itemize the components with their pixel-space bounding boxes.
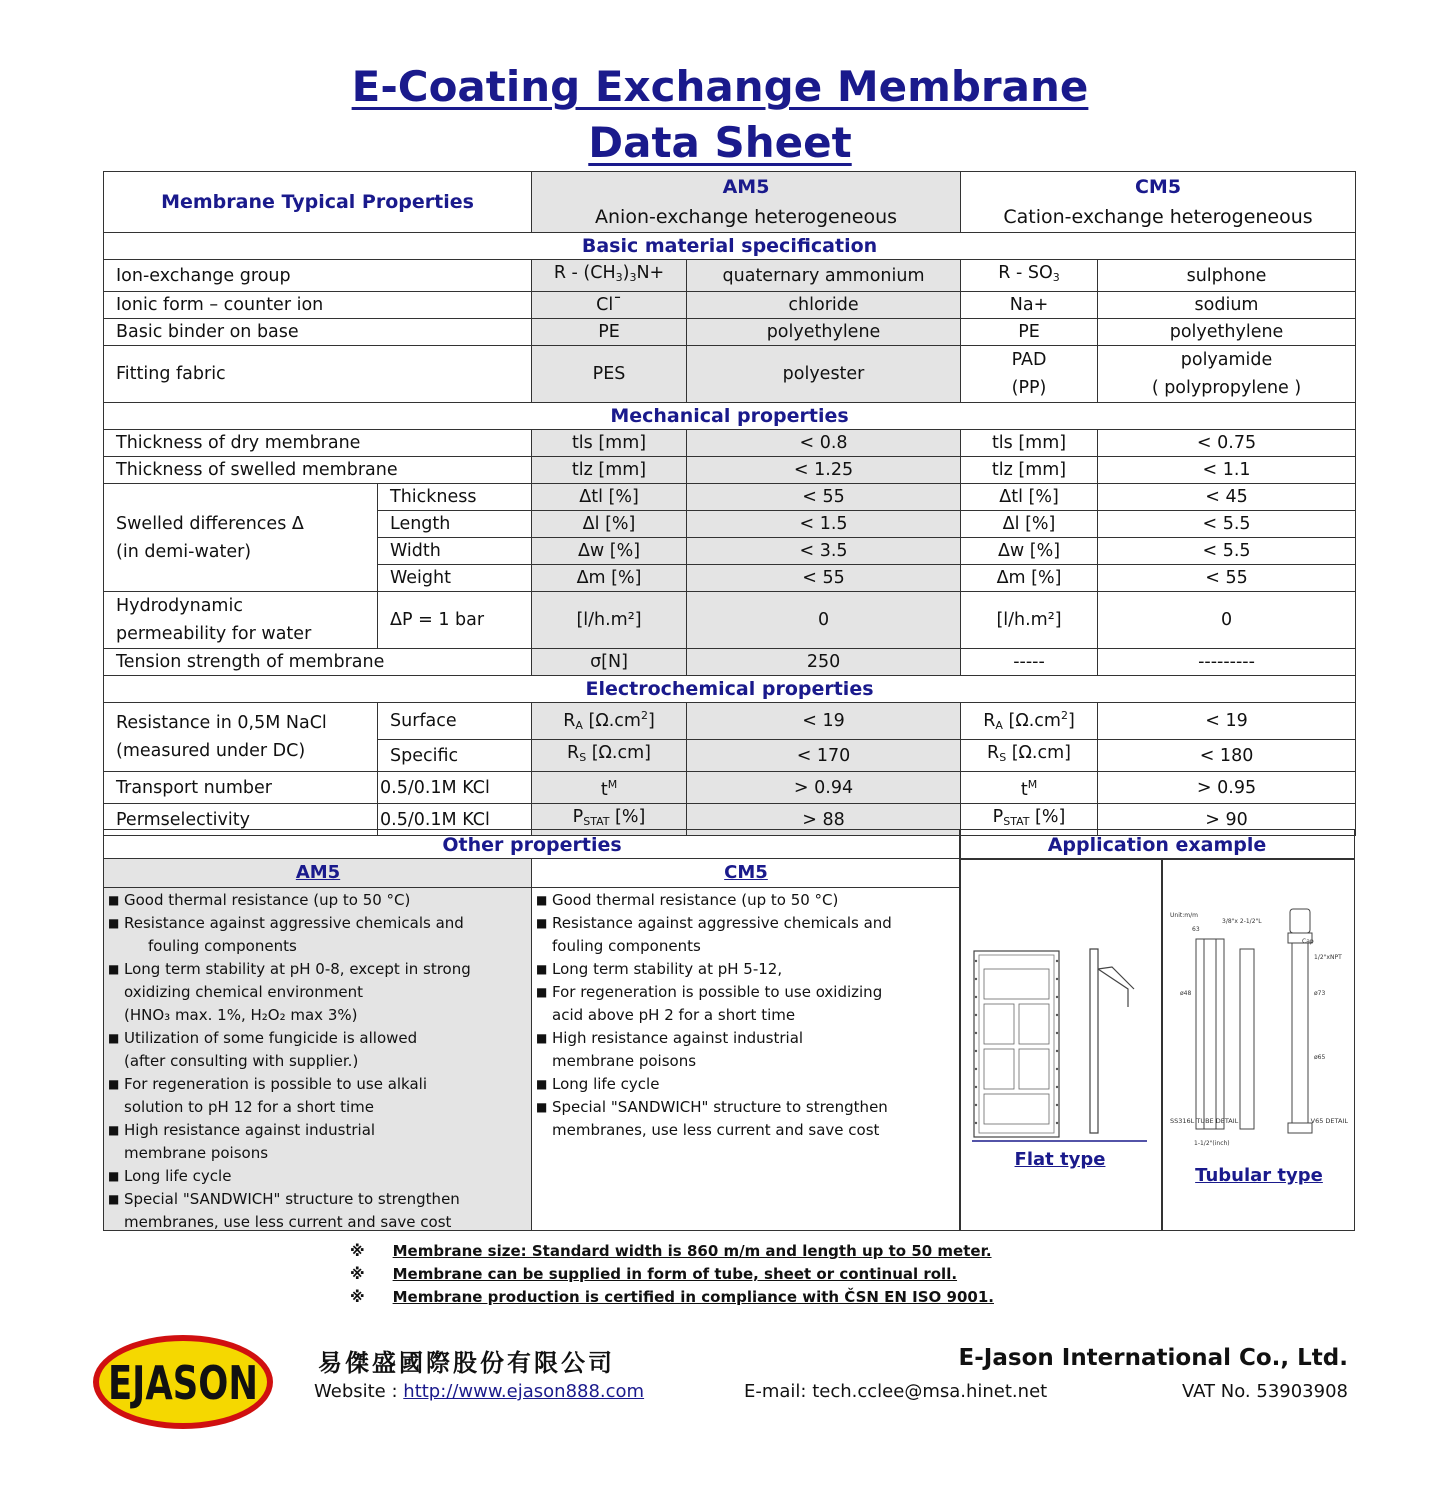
cm-ionic-form-value: sodium [1098, 292, 1356, 319]
title-line1: E-Coating Exchange Membrane [351, 62, 1089, 111]
drawing-npt: 1/2"xNPT [1314, 954, 1342, 961]
application-heading: Application example [959, 829, 1355, 860]
property-item [104, 1073, 532, 1119]
cm-diff-weight-symbol: Δm [%] [961, 565, 1098, 592]
transport-sub: 0.5/0.1M KCl [378, 772, 532, 804]
label-dry-thickness: Thickness of dry membrane [104, 430, 532, 457]
am-fabric-value: polyester [687, 346, 961, 403]
am-ion-group-symbol: $R - (CH_3)_3N+$ [532, 260, 687, 292]
diff-sub-thickness: Thickness [378, 484, 532, 511]
label-ion-group: Ion-exchange group [104, 260, 532, 292]
header-cm-name: CM5 [961, 172, 1356, 203]
am-swelled-symbol: tlz [mm] [532, 457, 687, 484]
other-properties-heading: Other properties [103, 829, 961, 860]
label-ionic-form: Ionic form – counter ion [104, 292, 532, 319]
drawing-units: Unit:m/m [1170, 912, 1198, 919]
am-tension-value: 250 [687, 649, 961, 676]
property-item [104, 1165, 532, 1188]
property-line: ■ Long term stability at pH 5-12, [552, 960, 783, 978]
swelled-diff-label-2: (in demi-water) [116, 541, 252, 562]
cm-tension-value: --------- [1098, 649, 1356, 676]
header-am-name: AM5 [532, 172, 961, 203]
note-text: Membrane size: Standard width is 860 m/m and length up to 50 meter. [392, 1242, 992, 1260]
property-line: ■ Special "SANDWICH" structure to strengthen [124, 1190, 460, 1208]
notes-block [350, 1240, 994, 1309]
am-dry-value: < 0.8 [687, 430, 961, 457]
property-item [104, 889, 532, 912]
property-item [532, 958, 960, 981]
cm-swelled-value: < 1.1 [1098, 457, 1356, 484]
drawing-v65: V65 DETAIL [1310, 1117, 1348, 1125]
cm-ionic-form-symbol: Na+ [961, 292, 1098, 319]
cm-fabric-value-1: polyamide [1180, 350, 1273, 370]
am5-column [103, 858, 533, 1231]
website [314, 1381, 644, 1402]
cm-diff-length-symbol: Δl [%] [961, 511, 1098, 538]
note-text: Membrane production is certified in compliance with ČSN EN ISO 9001. [392, 1288, 994, 1306]
cm-specific-symbol: $R_S$ [Ω.cm] [961, 740, 1098, 772]
note-mark: ※ [350, 1265, 365, 1283]
cm-swelled-symbol: tlz [mm] [961, 457, 1098, 484]
drawing-d65: ø65 [1314, 1054, 1326, 1061]
vat-number: VAT No. 53903908 [1181, 1381, 1348, 1402]
am-binder-value: polyethylene [687, 319, 961, 346]
property-line: fouling components [552, 937, 701, 955]
property-line: (HNO₃ max. 1%, H₂O₂ max 3%) [124, 1006, 358, 1024]
am-diff-weight-value: < 55 [687, 565, 961, 592]
section-mechanical: Mechanical properties [104, 403, 1356, 430]
cm-fabric-symbol-1: PAD [1011, 350, 1047, 370]
cm-hydro-symbol: [l/h.m²] [961, 592, 1098, 649]
am-transport-value: > 0.94 [687, 772, 961, 804]
note-item [350, 1240, 994, 1263]
cm-perm-value: > 90 [1098, 804, 1356, 836]
header-properties: Membrane Typical Properties [104, 172, 532, 233]
note-text: Membrane can be supplied in form of tube, sheet or continual roll. [392, 1265, 958, 1283]
am-hydro-value: 0 [687, 592, 961, 649]
property-line: ■ Good thermal resistance (up to 50 °C) [552, 891, 839, 909]
am-specific-value: < 170 [687, 740, 961, 772]
property-line: oxidizing chemical environment [124, 983, 363, 1001]
am-specific-symbol: $R_S$ [Ω.cm] [532, 740, 687, 772]
cm-binder-symbol: PE [961, 319, 1098, 346]
am-diff-length-symbol: Δl [%] [532, 511, 687, 538]
cm-tension-symbol: ----- [961, 649, 1098, 676]
label-hydrodynamic [104, 592, 378, 649]
cm-surface-symbol: $R_A$ $[\Omega.cm^2]$ [961, 703, 1098, 740]
cm-dry-value: < 0.75 [1098, 430, 1356, 457]
property-line: ■ Special "SANDWICH" structure to strengthen [552, 1098, 888, 1116]
property-item [104, 1027, 532, 1073]
flat-type-panel [959, 858, 1163, 1231]
label-swelled-thickness: Thickness of swelled membrane [104, 457, 532, 484]
am-swelled-value: < 1.25 [687, 457, 961, 484]
am-perm-value: > 88 [687, 804, 961, 836]
label-resistance [104, 703, 378, 772]
property-line: ■ High resistance against industrial [124, 1121, 376, 1139]
property-item [532, 1027, 960, 1073]
cm5-column-head: CM5 [532, 859, 960, 888]
hydro-sub: ΔP = 1 bar [378, 592, 532, 649]
am-diff-width-value: < 3.5 [687, 538, 961, 565]
email: E-mail: tech.cclee@msa.hinet.net [744, 1381, 1048, 1402]
drawing-screw: 3/8"x 2-1/2"L [1222, 918, 1262, 925]
label-transport: Transport number [104, 772, 378, 804]
hydro-label-1: Hydrodynamic [116, 596, 243, 616]
am-ion-group-value: quaternary ammonium [687, 260, 961, 292]
website-label: Website : [314, 1381, 398, 1402]
perm-sub: 0.5/0.1M KCl [378, 804, 532, 836]
cm-diff-thickness-symbol: Δtl [%] [961, 484, 1098, 511]
property-line: fouling components [148, 937, 297, 955]
diff-sub-length: Length [378, 511, 532, 538]
cm5-column [531, 858, 961, 1231]
cm-fabric-symbol-2: (PP) [1011, 378, 1047, 398]
property-line: ■ Good thermal resistance (up to 50 °C) [124, 891, 411, 909]
logo-text: EJASON [108, 1356, 258, 1410]
cm-perm-symbol: $P_{STAT}$ [%] [961, 804, 1098, 836]
drawing-cap: Cap [1302, 938, 1314, 945]
am-ionic-form-symbol: Cl¯ [532, 292, 687, 319]
tubular-type-panel [1161, 858, 1355, 1231]
company-name-en: E-Jason International Co., Ltd. [958, 1345, 1348, 1371]
cm-diff-thickness-value: < 45 [1098, 484, 1356, 511]
property-line: (after consulting with supplier.) [124, 1052, 359, 1070]
drawing-pipe: 1-1/2"(inch) [1194, 1140, 1230, 1147]
resistance-label-1: Resistance in 0,5M NaCl [116, 713, 327, 733]
property-line: ■ Resistance against aggressive chemicals and [124, 914, 464, 932]
cm-binder-value: polyethylene [1098, 319, 1356, 346]
cm-diff-length-value: < 5.5 [1098, 511, 1356, 538]
property-line: ■ For regeneration is possible to use alkali [124, 1075, 428, 1093]
property-line: membrane poisons [124, 1144, 269, 1162]
diff-sub-width: Width [378, 538, 532, 565]
header-cm-type: Cation-exchange heterogeneous [961, 202, 1356, 233]
cm-fabric-value-2: ( polypropylene ) [1151, 378, 1302, 398]
cm-diff-width-symbol: Δw [%] [961, 538, 1098, 565]
other-properties-block [103, 829, 1355, 1231]
website-link[interactable]: http://www.ejason888.com [403, 1381, 645, 1402]
cm-surface-value: < 19 [1098, 703, 1356, 740]
cm-diff-weight-value: < 55 [1098, 565, 1356, 592]
resistance-sub-surface: Surface [378, 703, 532, 740]
label-binder: Basic binder on base [104, 319, 532, 346]
am-diff-length-value: < 1.5 [687, 511, 961, 538]
am-diff-weight-symbol: Δm [%] [532, 565, 687, 592]
drawing-tube-detail: SS316L TUBE DETAIL [1170, 1117, 1239, 1125]
cm-dry-symbol: tls [mm] [961, 430, 1098, 457]
tubular-type-drawing [1164, 899, 1354, 1147]
cm-fabric-symbol [961, 346, 1098, 403]
property-line: membranes, use less current and save cost [552, 1121, 880, 1139]
am-hydro-symbol: [l/h.m²] [532, 592, 687, 649]
property-item [104, 912, 532, 958]
am-diff-thickness-value: < 55 [687, 484, 961, 511]
am5-column-head: AM5 [104, 859, 532, 888]
property-item [104, 958, 532, 1027]
drawing-d63: 63 [1192, 926, 1200, 933]
am-diff-width-symbol: Δw [%] [532, 538, 687, 565]
drawing-captions [1166, 1117, 1352, 1125]
section-electrochemical: Electrochemical properties [104, 676, 1356, 703]
note-mark: ※ [350, 1242, 365, 1260]
cm-hydro-value: 0 [1098, 592, 1356, 649]
property-line: membrane poisons [552, 1052, 697, 1070]
cm-ion-group-value: sulphone [1098, 260, 1356, 292]
property-item [532, 889, 960, 912]
note-item [350, 1263, 994, 1286]
property-item [532, 1096, 960, 1142]
tubular-type-label: Tubular type [1195, 1165, 1323, 1186]
am-transport-symbol: $t^M$ [532, 772, 687, 804]
cm-transport-value: > 0.95 [1098, 772, 1356, 804]
cm-diff-width-value: < 5.5 [1098, 538, 1356, 565]
cm-specific-value: < 180 [1098, 740, 1356, 772]
label-permselectivity: Permselectivity [104, 804, 378, 836]
label-swelled-differences [104, 484, 378, 592]
diff-sub-weight: Weight [378, 565, 532, 592]
title-line2: Data Sheet [588, 118, 852, 167]
property-line: ■ Resistance against aggressive chemicals and [552, 914, 892, 932]
property-line: ■ Long term stability at pH 0-8, except in strong [124, 960, 471, 978]
note-mark: ※ [350, 1288, 365, 1306]
am5-property-list [104, 888, 532, 1234]
am-dry-symbol: tls [mm] [532, 430, 687, 457]
property-line: ■ High resistance against industrial [552, 1029, 804, 1047]
company-name-cn: 易傑盛國際股份有限公司 [318, 1349, 615, 1377]
property-line: ■ Long life cycle [124, 1167, 232, 1185]
drawing-d48: ø48 [1180, 990, 1192, 997]
property-line: ■ Long life cycle [552, 1075, 660, 1093]
property-line: acid above pH 2 for a short time [552, 1006, 796, 1024]
property-line: solution to pH 12 for a short time [124, 1098, 374, 1116]
am-surface-symbol: $R_A$ $[\Omega.cm^2]$ [532, 703, 687, 740]
section-basic: Basic material specification [104, 233, 1356, 260]
property-item [532, 912, 960, 958]
drawing-d73: ø73 [1314, 990, 1326, 997]
company-logo [90, 1332, 276, 1432]
note-item [350, 1286, 994, 1309]
am-ionic-form-value: chloride [687, 292, 961, 319]
cm-transport-symbol: $t^M$ [961, 772, 1098, 804]
property-item [532, 1073, 960, 1096]
am-binder-symbol: PE [532, 319, 687, 346]
property-item [104, 1188, 532, 1234]
hydro-label-2: permeability for water [116, 624, 312, 644]
property-item [104, 1119, 532, 1165]
label-fabric: Fitting fabric [104, 346, 532, 403]
cm5-property-list [532, 888, 960, 1142]
am-diff-thickness-symbol: Δtl [%] [532, 484, 687, 511]
header-am-type: Anion-exchange heterogeneous [532, 202, 961, 233]
label-tension: Tension strength of membrane [104, 649, 532, 676]
swelled-diff-label-1: Swelled differences Δ [116, 513, 304, 534]
am-perm-symbol: $P_{STAT}$ [%] [532, 804, 687, 836]
properties-table [103, 171, 1356, 836]
property-line: membranes, use less current and save cost [124, 1213, 452, 1231]
cm-fabric-value [1098, 346, 1356, 403]
property-line: ■ Utilization of some fungicide is allowed [124, 1029, 418, 1047]
am-tension-symbol: σ[N] [532, 649, 687, 676]
property-line: ■ For regeneration is possible to use oxidizing [552, 983, 883, 1001]
flat-type-drawing [962, 909, 1162, 1139]
property-item [532, 981, 960, 1027]
am-fabric-symbol: PES [532, 346, 687, 403]
flat-type-label: Flat type [1014, 1149, 1106, 1170]
cm-ion-group-symbol: R - $SO_3$ [961, 260, 1098, 292]
resistance-label-2: (measured under DC) [116, 741, 306, 761]
resistance-sub-specific: Specific [378, 740, 532, 772]
am-surface-value: < 19 [687, 703, 961, 740]
